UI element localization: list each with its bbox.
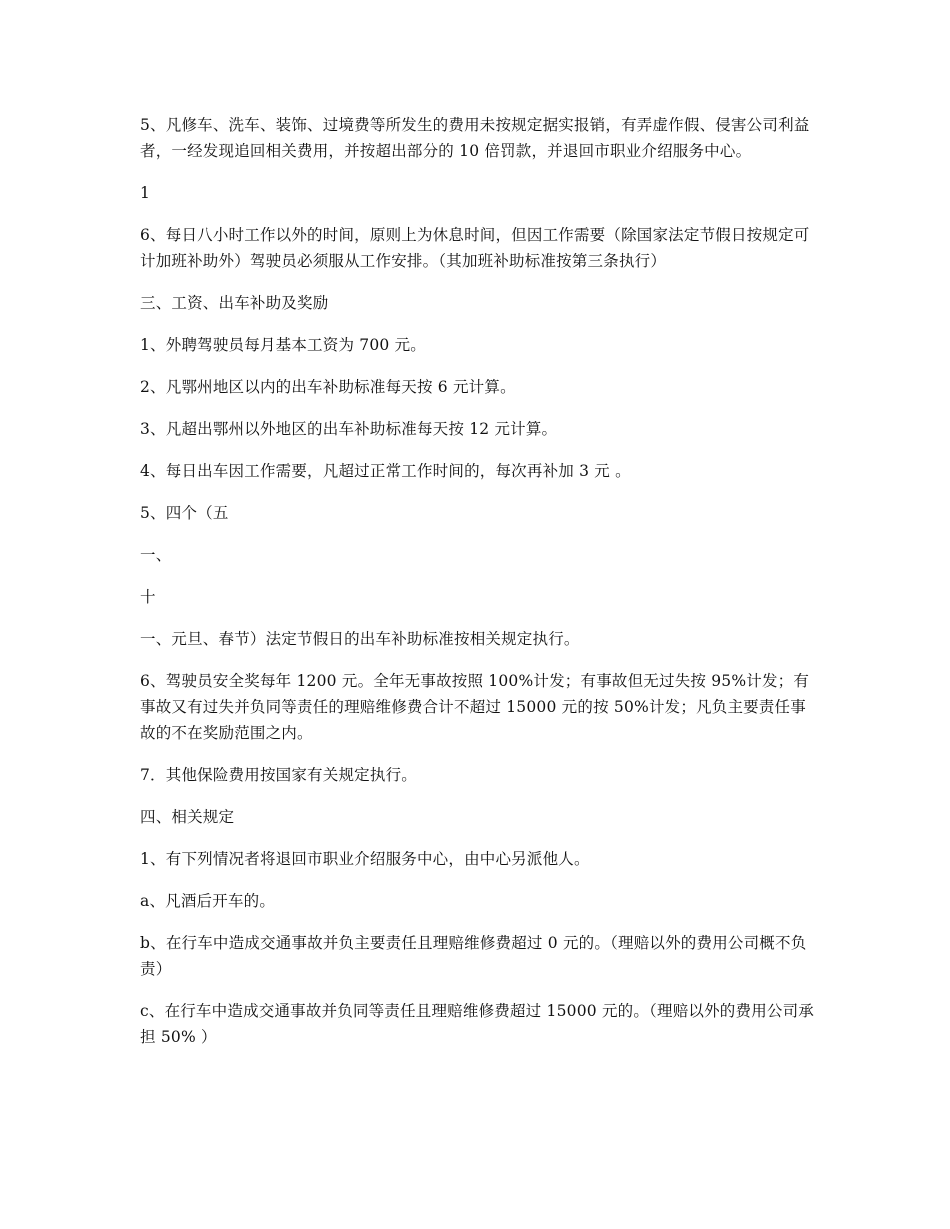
paragraph-condition-c: c、在行车中造成交通事故并负同等责任且理赔维修费超过 15000 元的。（理赔以外的费用公司承担 50% ）: [140, 1002, 814, 1046]
paragraph-overtime-allowance: 4、每日出车因工作需要，凡超过正常工作时间的，每次再补加 3 元 。: [140, 462, 631, 480]
section-heading-wages: 三、工资、出车补助及奖励: [140, 294, 329, 312]
paragraph-safety-bonus: 6、驾驶员安全奖每年 1200 元。全年无事故按照 100%计发；有事故但无过失按 95%计发；有事故又有过失并负同等责任的理赔维修费合计不超过 15000 元的按 50%计发；凡负主要责任事故的不在奖励范围之内。: [140, 672, 810, 742]
paragraph-dismissal-conditions: 1、有下列情况者将退回市职业介绍服务中心，由中心另派他人。: [140, 850, 590, 868]
paragraph-holiday-fragment-1: 5、四个（五: [140, 504, 229, 522]
paragraph-local-allowance: 2、凡鄂州地区以内的出车补助标准每天按 6 元计算。: [140, 378, 516, 396]
paragraph-working-hours: 6、每日八小时工作以外的时间，原则上为休息时间，但因工作需要（除国家法定节假日按规定可计加班补助外）驾驶员必须服从工作安排。（其加班补助标准按第三条执行）: [140, 226, 810, 270]
paragraph-base-salary: 1、外聘驾驶员每月基本工资为 700 元。: [140, 336, 427, 354]
paragraph-insurance: 7．其他保险费用按国家有关规定执行。: [140, 766, 417, 784]
paragraph-condition-b: b、在行车中造成交通事故并负主要责任且理赔维修费超过 0 元的。（理赔以外的费用公司概不负责）: [140, 934, 807, 978]
paragraph-holiday-allowance: 一、元旦、春节）法定节假日的出车补助标准按相关规定执行。: [140, 630, 580, 648]
paragraph-holiday-fragment-3: 十: [140, 588, 156, 606]
document-body: [140, 112, 820, 1066]
paragraph-holiday-fragment-2: 一、: [140, 546, 172, 564]
paragraph-condition-a: a、凡酒后开车的。: [140, 892, 276, 910]
paragraph-remote-allowance: 3、凡超出鄂州以外地区的出车补助标准每天按 12 元计算。: [140, 420, 558, 438]
section-heading-regulations: 四、相关规定: [140, 808, 235, 826]
page-number: 1: [140, 184, 151, 202]
paragraph-reimbursement-rule: 5、凡修车、洗车、装饰、过境费等所发生的费用未按规定据实报销，有弄虚作假、侵害公司利益者，一经发现追回相关费用，并按超出部分的 10 倍罚款，并退回市职业介绍服务中心。: [140, 116, 810, 160]
